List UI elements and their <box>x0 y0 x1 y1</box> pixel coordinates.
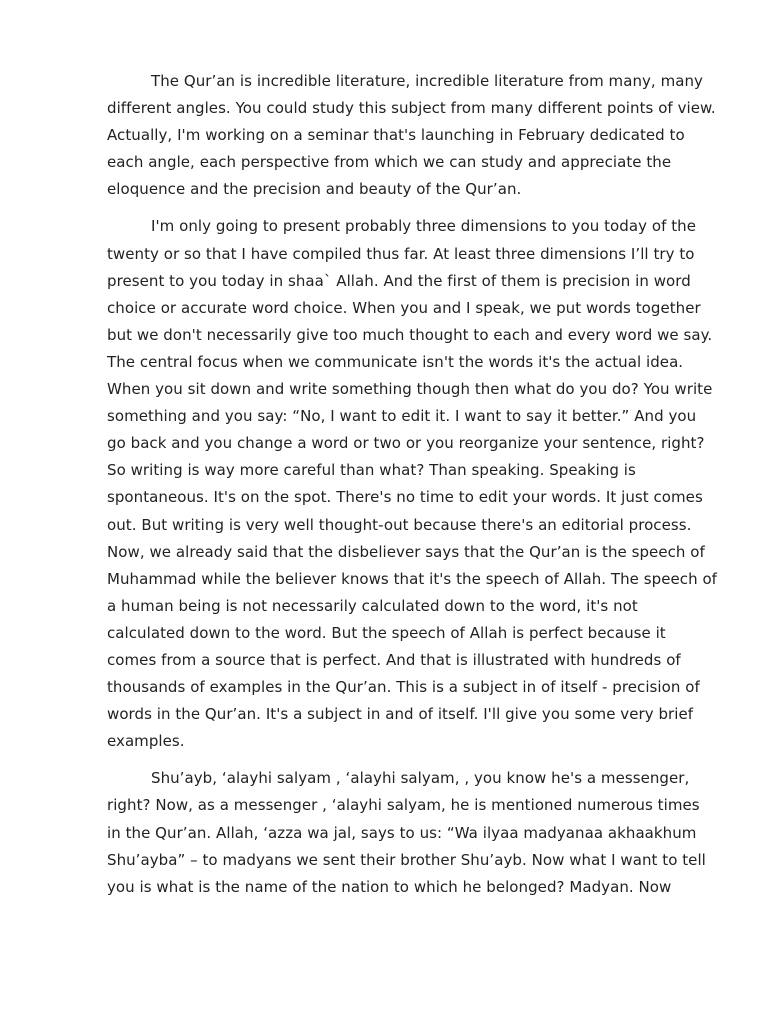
paragraph-2: I'm only going to present probably three dimensions to you today of the twenty or so that I have compiled thus far. At least three dimensions I’ll try to present to you today in shaa` Allah. And the first of them is precision in word choice or accurate word choice. When you and I speak, we put words together but we don't necessarily give too much thought to each and every word we say. The central focus when we communicate isn't the words it's the actual idea. When you sit down and write something though then what do you do? You write something and you say: “No, I want to edit it. I want to say it better.” And you go back and you change a word or two or you reorganize your sentence, right? So writing is way more careful than what? Than speaking. Speaking is spontaneous. It's on the spot. There's no time to edit your words. It just comes out. But writing is very well thought-out because there's an editorial process. Now, we already said that the disbeliever says that the Qur’an is the speech of Muhammad while the believer knows that it's the speech of Allah. The speech of a human being is not necessarily calculated down to the word, it's not calculated down to the word. But the speech of Allah is perfect because it comes from a source that is perfect. And that is illustrated with hundreds of thousands of examples in the Qur’an. This is a subject in of itself - precision of words in the Qur’an. It's a subject in and of itself. I'll give you some very brief examples. <box>107 217 718 751</box>
paragraph-3: Shu’ayb, ‘alayhi salyam , ‘alayhi salyam, , you know he's a messenger, right? Now, as a messenger , ‘alayhi salyam, he is mentioned numerous times in the Qur’an. Allah, ‘azza wa jal, says to us: “Wa ilyaa madyanaa akhaakhum Shu’ayba” – to madyans we sent their brother Shu’ayb. Now what I want to tell you is what is the name of the nation to which he belonged? Madyan. Now <box>107 769 706 896</box>
document-body <box>107 68 717 911</box>
paragraph-1: The Qur’an is incredible literature, incredible literature from many, many different angles. You could study this subject from many different points of view. Actually, I'm working on a seminar that's launching in February dedicated to each angle, each perspective from which we can study and appreciate the eloquence and the precision and beauty of the Qur’an. <box>107 72 716 199</box>
